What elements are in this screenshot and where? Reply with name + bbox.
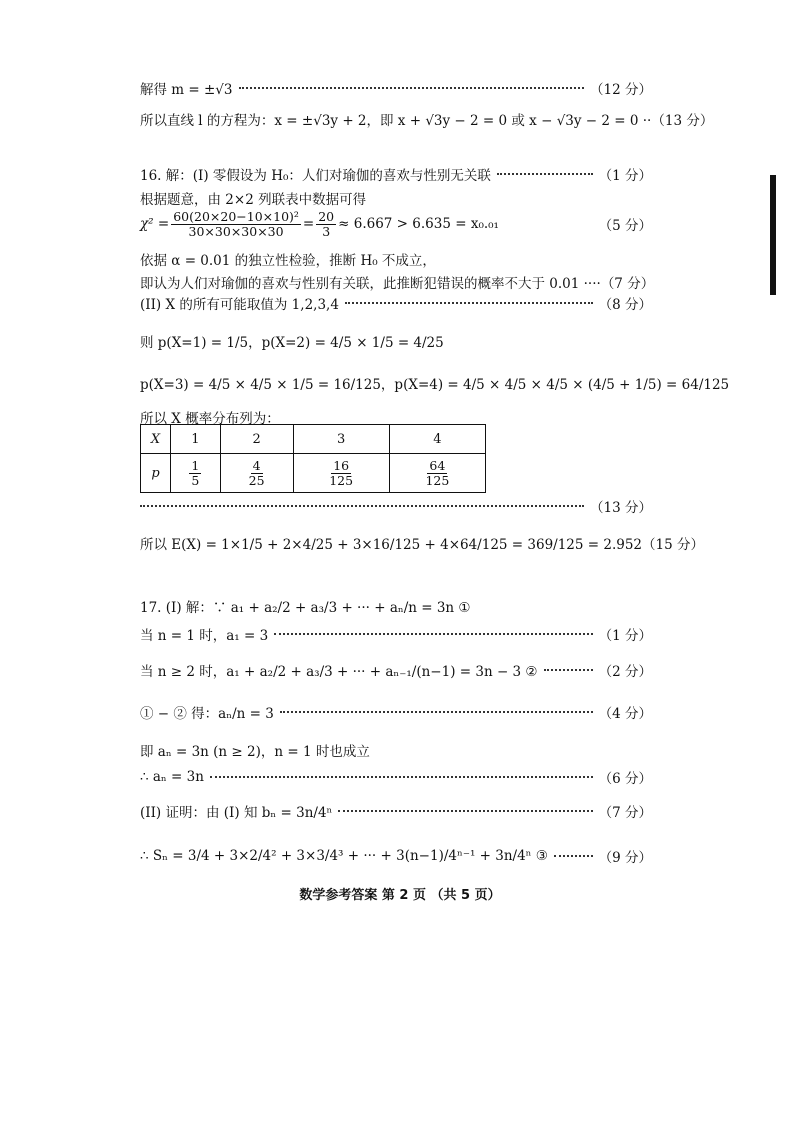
table-row-label: p — [141, 454, 171, 493]
fraction-numerator: 64 — [429, 457, 446, 473]
score-label: （1 分） — [598, 168, 652, 184]
q16-distribution-score-line — [140, 496, 652, 516]
equals-sign: = — [302, 216, 315, 232]
q17-n1-line — [140, 624, 652, 644]
q17-subtract-line — [140, 702, 652, 722]
q16-conclusion-text: 即认为人们对瑜伽的喜欢与性别有关联，此推断犯错误的概率不大于 0.01 ···· — [140, 276, 601, 292]
scan-edge-mark — [770, 175, 776, 295]
q17-an-line — [140, 740, 652, 760]
q17-n2-text: 当 n ≥ 2 时，a₁ + a₂/2 + a₃/3 + ··· + aₙ₋₁/(n−1) = 3n − 3 ② — [140, 664, 538, 680]
leader-dots — [280, 711, 593, 713]
chi-square-fraction-2 — [316, 210, 336, 239]
q16-p34-text: p(X=3) = 4/5 × 4/5 × 1/5 = 16/125，p(X=4) = 4/5 × 4/5 × 4/5 × (4/5 + 1/5) = 64/125 — [140, 377, 730, 393]
leader-dots — [554, 855, 593, 857]
leader-dots — [140, 505, 584, 507]
fraction-denominator: 125 — [329, 472, 354, 488]
score-label: （1 分） — [598, 628, 652, 644]
score-label: （6 分） — [598, 771, 652, 787]
fraction-numerator: 1 — [191, 457, 200, 473]
fraction-numerator: 16 — [333, 457, 350, 473]
score-label: （2 分） — [598, 664, 652, 680]
q17-an-text: 即 aₙ = 3n (n ≥ 2)，n = 1 时也成立 — [140, 744, 370, 760]
q16-values-line — [140, 293, 652, 313]
q16-p34-line — [140, 373, 730, 393]
q16-expectation-text: 所以 E(X) = 1×1/5 + 2×4/25 + 3×16/125 + 4×64/125 = 369/125 = 2.952 — [140, 537, 643, 553]
fraction-numerator: 20 — [318, 208, 335, 224]
score-label: （15 分） — [642, 537, 705, 553]
probability-distribution-table — [140, 424, 486, 493]
table-row — [141, 454, 486, 493]
q17-start-text: 17. (I) 解：∵ a₁ + a₂/2 + a₃/3 + ··· + aₙ/n = 3n ① — [140, 600, 471, 616]
q16-test-text: 依据 α = 0.01 的独立性检验，推断 H₀ 不成立， — [140, 253, 436, 269]
q16-table-intro-text: 根据题意，由 2×2 列联表中数据可得 — [140, 192, 367, 208]
table-cell — [171, 454, 221, 493]
table-header-cell: 4 — [389, 425, 485, 454]
chi-square-fraction — [171, 210, 301, 239]
leader-dots — [544, 669, 593, 671]
q16-test-line — [140, 249, 652, 269]
q16-p12-text: 则 p(X=1) = 1/5，p(X=2) = 4/5 × 1/5 = 4/25 — [140, 335, 444, 351]
q16-hypothesis-text: 16. 解：(I) 零假设为 H₀：人们对瑜伽的喜欢与性别无关联 — [140, 168, 491, 184]
score-label: （12 分） — [590, 82, 652, 98]
table-header-cell: 1 — [171, 425, 221, 454]
q16-chi-square-line — [140, 206, 652, 242]
q17-n1-text: 当 n = 1 时，a₁ = 3 — [140, 628, 269, 644]
q16-conclusion-line — [140, 272, 655, 292]
chi-square-lhs: χ² = — [140, 216, 170, 232]
q17-bn-line — [140, 801, 652, 821]
page-footer: 数学参考答案 第 2 页 （共 5 页） — [299, 888, 501, 903]
table-header-cell: X — [141, 425, 171, 454]
fraction-denominator: 125 — [425, 472, 450, 488]
chi-square-rhs: ≈ 6.667 > 6.635 = x₀.₀₁ — [338, 216, 499, 232]
score-label: （8 分） — [598, 297, 652, 313]
leader-dots — [239, 87, 585, 89]
q17-sn-text: ∴ Sₙ = 3/4 + 3×2/4² + 3×3/4³ + ··· + 3(n−1)/4ⁿ⁻¹ + 3n/4ⁿ ③ — [140, 848, 548, 864]
score-label: （7 分） — [600, 276, 655, 292]
q17-subtract-text: ① − ② 得：aₙ/n = 3 — [140, 706, 274, 722]
q16-p12-line — [140, 331, 652, 351]
m-solution-text: 解得 m = ±√3 — [140, 82, 233, 98]
fraction-numerator: 4 — [252, 457, 261, 473]
leader-dots — [345, 302, 593, 304]
fraction-denominator: 25 — [248, 472, 265, 488]
leader-dots — [497, 173, 593, 175]
fraction-denominator: 3 — [322, 223, 331, 239]
q17-n2-line — [140, 660, 652, 680]
table-header-row — [141, 425, 486, 454]
fraction-numerator: 60(20×20−10×10)² — [173, 208, 299, 224]
table-cell — [220, 454, 293, 493]
table-cell — [389, 454, 485, 493]
table-cell — [293, 454, 389, 493]
q17-therefore-line — [140, 767, 652, 787]
score-label: （5 分） — [598, 218, 652, 234]
q17-therefore-text: ∴ aₙ = 3n — [140, 769, 204, 785]
score-label: （7 分） — [598, 805, 652, 821]
q17-start-line — [140, 596, 652, 616]
line-equation-text: 所以直线 l 的方程为：x = ±√3y + 2，即 x + √3y − 2 = 0 或 x − √3y − 2 = 0 ·· — [140, 113, 652, 129]
q16-expectation-line — [140, 533, 705, 553]
leader-dots — [338, 810, 592, 812]
score-label: （13 分） — [590, 500, 652, 516]
fraction-denominator: 30×30×30×30 — [188, 223, 284, 239]
score-label: （4 分） — [598, 706, 652, 722]
q16-hypothesis-line — [140, 164, 652, 184]
score-label: （9 分） — [598, 850, 652, 866]
fraction-denominator: 5 — [191, 472, 200, 488]
line-equation-line — [140, 109, 714, 129]
q16-distribution-intro-text: 所以 X 概率分布列为： — [140, 411, 280, 427]
table-header-cell: 2 — [220, 425, 293, 454]
q16-values-text: (II) X 的所有可能取值为 1,2,3,4 — [140, 297, 339, 313]
m-solution-line — [140, 78, 652, 98]
chi-square-formula — [140, 210, 499, 239]
q16-table-intro — [140, 188, 652, 208]
q17-sn-line — [140, 846, 652, 866]
leader-dots — [210, 776, 593, 778]
q17-bn-text: (II) 证明：由 (I) 知 bₙ = 3n/4ⁿ — [140, 805, 333, 821]
table-header-cell: 3 — [293, 425, 389, 454]
leader-dots — [274, 633, 592, 635]
score-label: （13 分） — [651, 113, 714, 129]
